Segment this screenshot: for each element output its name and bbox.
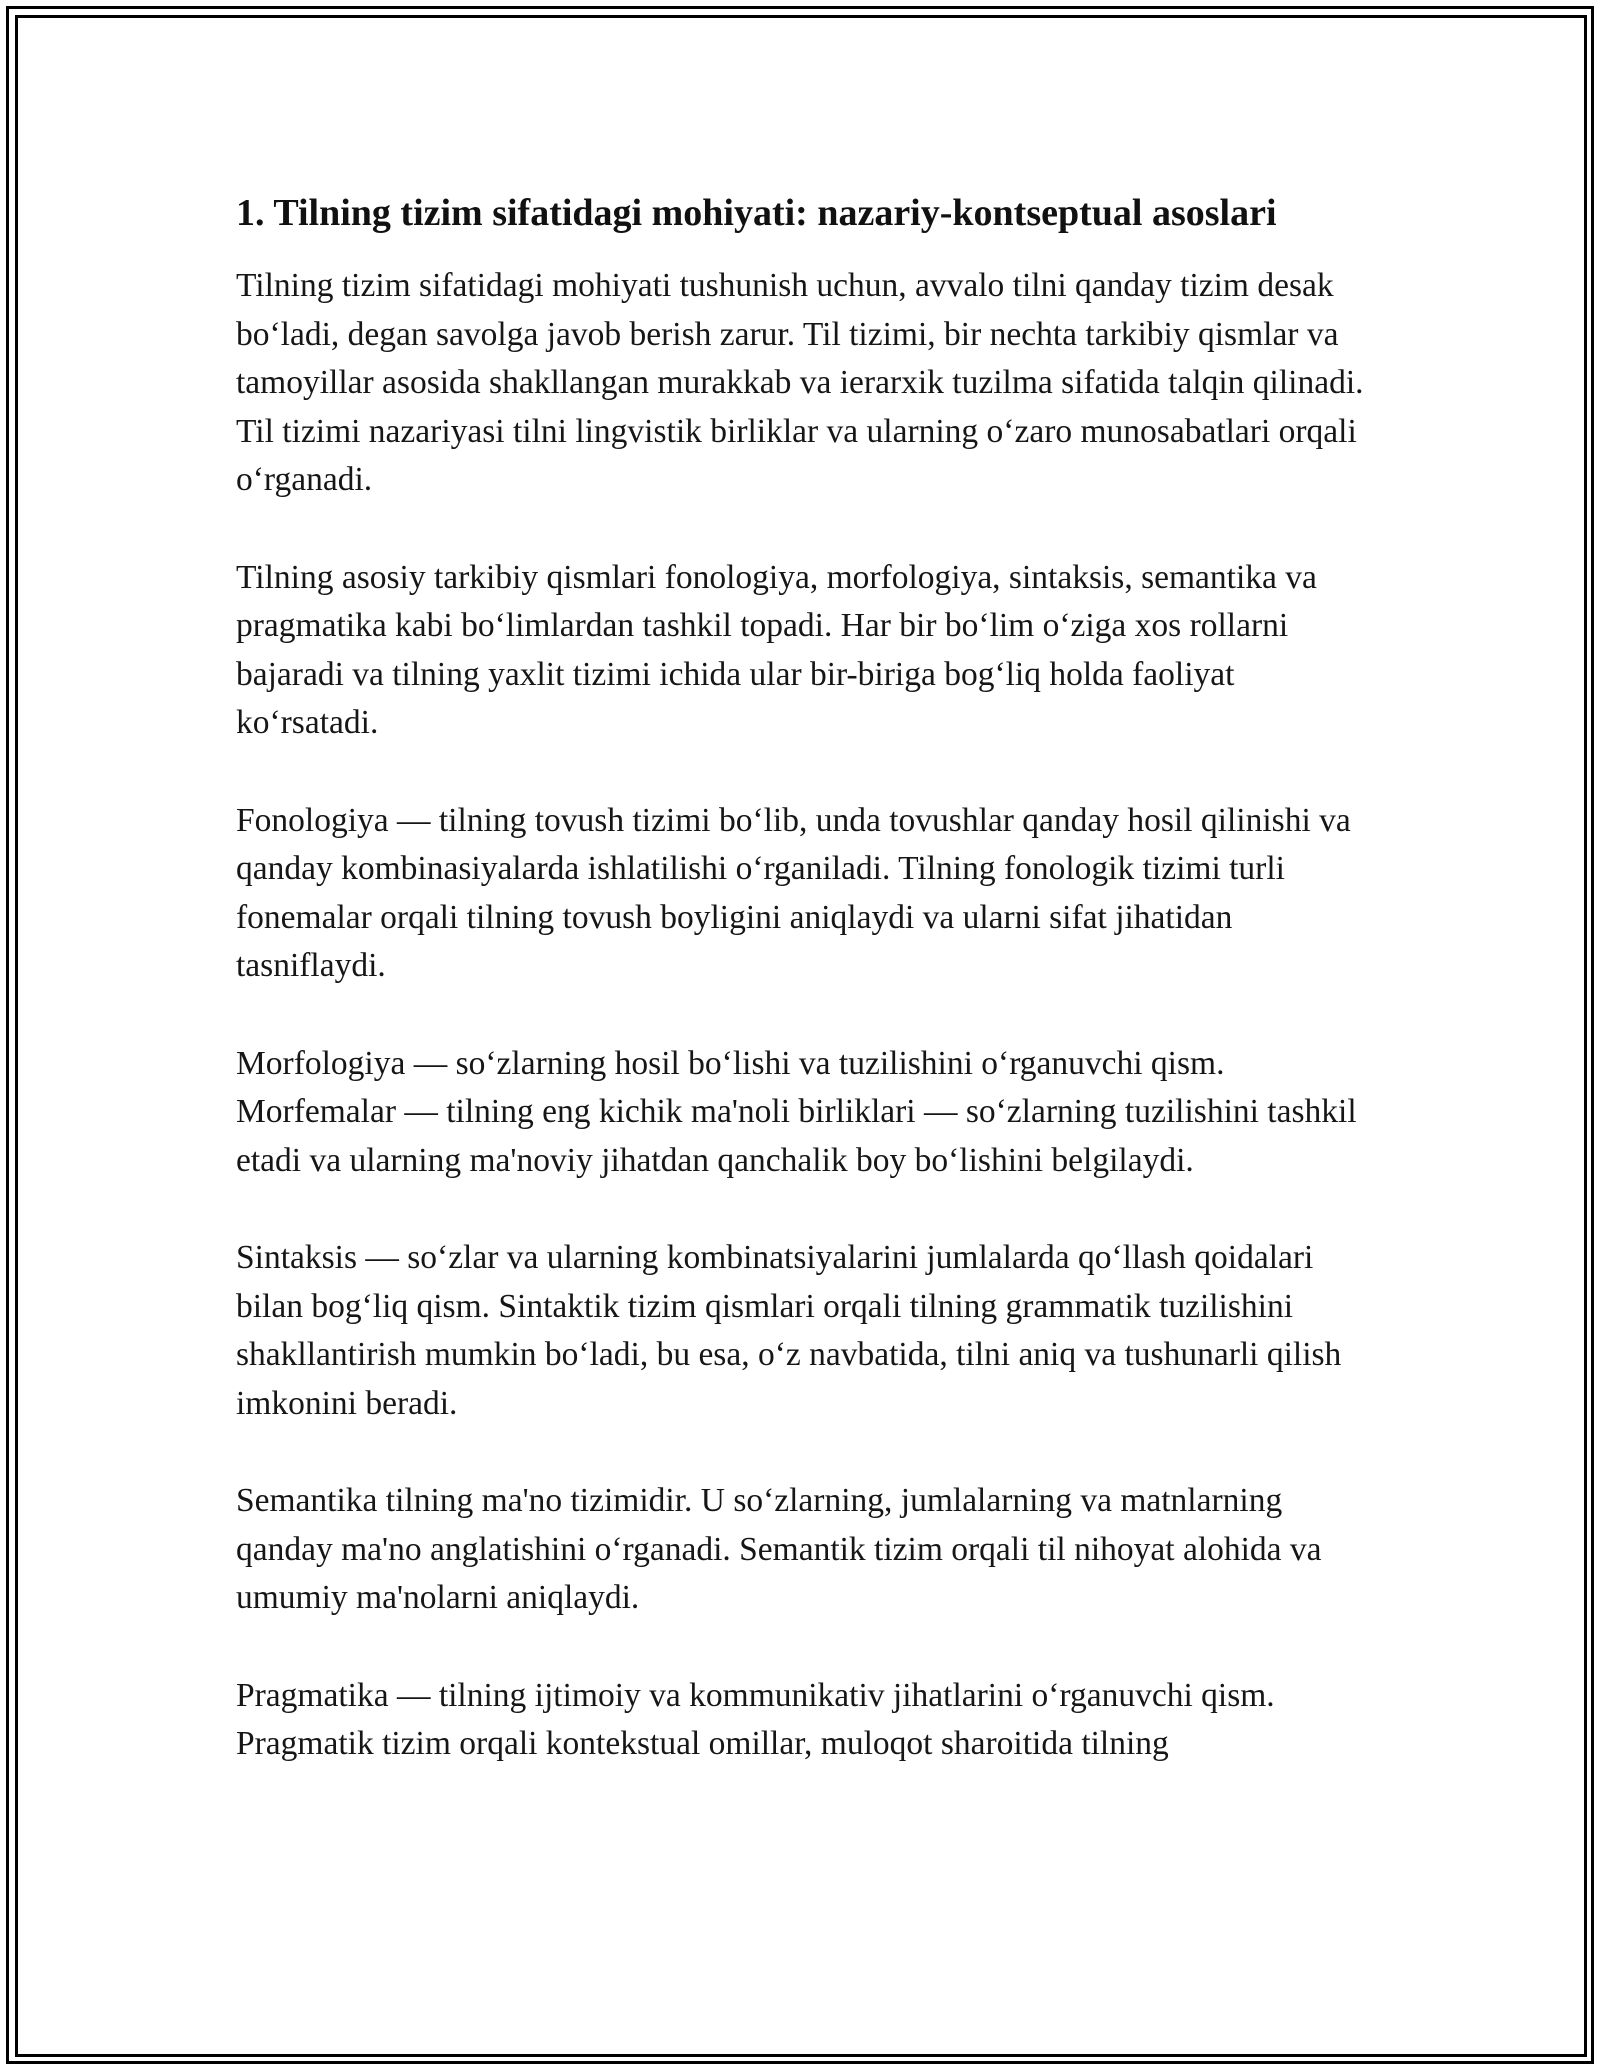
paragraph-components: Tilning asosiy tarkibiy qismlari fonologiya, morfologiya, sintaksis, semantika va pragmatika kabi bo‘limlardan tashkil topadi. Har bir bo‘lim o‘ziga xos rollarni bajaradi va tilning yaxlit tizimi ichida ular bir-biriga bog‘liq holda faoliyat ko‘rsatadi. [236,558,1317,741]
paragraph-phonology: Fonologiya — tilning tovush tizimi bo‘lib, unda tovushlar qanday hosil qilinishi va qanday kombinasiyalarda ishlatilishi o‘rganiladi. Tilning fonologik tizimi turli fonemalar orqali tilning tovush boyligini aniqlaydi va ularni sifat jihatidan tasniflaydi. [236,801,1351,984]
paragraph-system-intro: Tilning tizim sifatidagi mohiyati tushunish uchun, avvalo tilni qanday tizim desak bo‘ladi, degan savolga javob berish zarur. Til tizimi, bir nechta tarkibiy qismlar va tamoyillar asosida shakllangan murakkab va ierarxik tuzilma sifatida talqin qilinadi. Til tizimi nazariyasi tilni lingvistik birliklar va ularning o‘zaro munosabatlari orqali o‘rganadi. [236,267,1364,498]
paragraph-morphology: Morfologiya — so‘zlarning hosil bo‘lishi va tuzilishini o‘rganuvchi qism. Morfemalar — tilning eng kichik ma'noli birliklari — so‘zlarning tuzilishini tashkil etadi va ularning ma'noviy jihatdan qanchalik boy bo‘lishini belgilaydi. [236,1044,1357,1179]
paragraph-semantics: Semantika tilning ma'no tizimidir. U so‘zlarning, jumlalarning va matnlarning qanday ma'no anglatishini o‘rganadi. Semantik tizim orqali til nihoyat alohida va umumiy ma'nolarni aniqlaydi. [236,1482,1322,1616]
paragraph-pragmatics: Pragmatika — tilning ijtimoiy va kommunikativ jihatlarini o‘rganuvchi qism. Pragmatik tizim orqali kontekstual omillar, muloqot sharoitida tilning [236,1676,1275,1762]
paragraph-syntax: Sintaksis — so‘zlar va ularning kombinatsiyalarini jumlalarda qo‘llash qoidalari bilan bog‘liq qism. Sintaktik tizim qismlari orqali tilning grammatik tuzilishini shakllantirish mumkin bo‘ladi, bu esa, o‘z navbatida, tilni aniq va tushunarli qilish imkonini beradi. [236,1239,1342,1422]
section-heading: 1. Tilning tizim sifatidagi mohiyati: nazariy-kontseptual asoslari [236,192,1277,234]
document-body [236,186,1366,1769]
